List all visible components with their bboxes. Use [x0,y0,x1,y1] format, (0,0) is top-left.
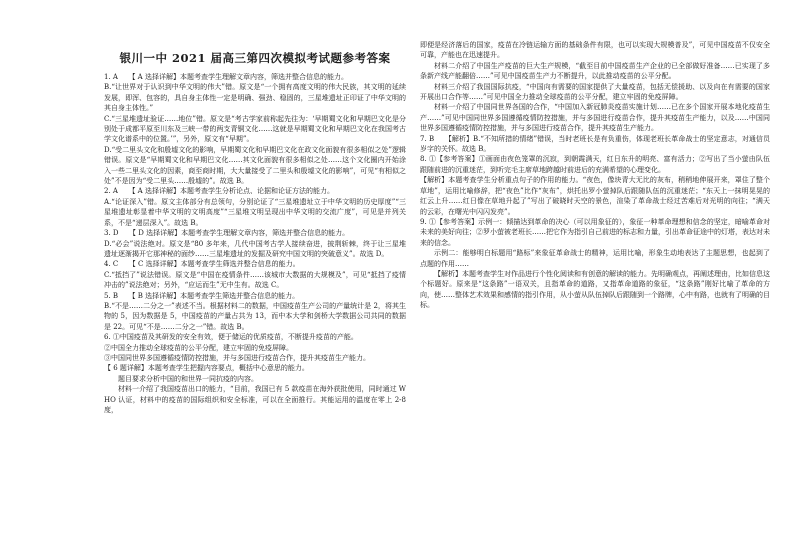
right-column [420,40,770,542]
paragraph: B.“不是……二分之一”表述不当。根据材料二的数据，中国疫苗生产公司的产量统计是 2，将其生物的 5，因为数据是 5，中国疫苗的产量占共为 13，而中本大学和剑桥大学数据公司共同的数据是 22。可见“不是……二分之一”错。故选 B。 [104,301,406,331]
paragraph: D.“受二里头文化和殷墟文化的影响，早期蜀文化和早期巴文化在政文化面貌有很多相似之处”逻辑错误。原文是“早期蜀文化和早期巴文化……其文化面貌有很多相似之处……这个文化圈内开始涂入一些二里头文化的因素，商至商时期，大大量接受了二里头和殷墟文化的影响”，可见“有相似之处”不是因为“受二里头……殷墟的”。故选 B。 [104,145,406,186]
paragraph: 2. A 【 A 选择详解】本题考查学生分析论点、论据和论证方法的能力。 [104,187,334,196]
left-column [104,40,406,542]
paragraph: 8. ①【参考答案】①画面由夜色笼罩的沉寂，到朝霞满天，红日东升的明亮、富有活力；②写出了当小萤由队伍跟随前进的沉重迷茫，到听完毛主席草地跨越时前进后的充满希望的心理变化。 [420,155,770,174]
paragraph: 题目要求分析中国的和世界一同抗疫的内容。 [118,374,258,383]
paragraph: 4. C 【 C 选择详解】本题考查学生筛选并整合信息的能力。 [104,260,300,269]
paragraph: ②中国全力推动全球疫苗的公平分配，建立牢固的免疫屏障。 [104,343,293,352]
left-column-body [104,72,406,415]
paragraph: 即便是经济落后的国家，疫苗在冷链运输方面的基础条件有限，也可以实现大规模普及”，可见中国疫苗不仅安全可靠，产能也在迅速提升。 [420,41,770,60]
paragraph: D.“必会”说法绝对。原文是“80 多年来，几代中国考古学人接续奋进，披荆斩棘，终于让三星堆遗址逐渐揭开它那神秘的面纱……三星堆遗址的发掘及研究中国文明的突破意义”。故选 D。 [104,239,406,258]
paragraph: A.“论证深入”错。原文主体部分有总领句，分别论证了“三星堆遗址立于中华文明的历史厚度”“三星堆遗址彰显着中华文明的文明高度”“三星堆文明呈现出中华文明的交流广度”，可见是并列关系，不是“递层深入”。故选 B。 [104,197,406,227]
paragraph: 7. B 【解析】B.“不知所措的情绪”错误，当时老班长是有负重伤，体现老班长革命战士的坚定意志，对通信员岁字的关怀。故选 B。 [420,134,770,154]
paragraph: 【解析】本题考查学生分析重点句子的作用的能力。“夜色，像块青大无比的灰布，稍稍地伸展开来，罩住了整个草地”，运用比喻修辞，把“夜色”比作“灰布”，烘托出罗小萤掉队后跟随队伍的沉重迷茫；“东天上一抹明晃晃的红云上升……红日像在草地升起了”写出了破晓时天空的景色，渲染了革命战士经过苦难后对光明的向往；“满天的云彩，在曙光中闪闪发亮”。 [420,176,770,216]
paragraph: 【 6 题详解】本题考查学生把握内容要点，概括中心意思的能力。 [104,364,309,373]
right-column-body [420,40,770,311]
paragraph: 3. D 【 D 选择详解】本题考查学生理解文章内容，筛选并整合信息的能力。 [104,229,350,238]
paragraph: B.“让世界对于认识到中华文明的伟大”错。原文是“一个拥有高度文明的伟大民族，其文明的延续发展，即浑、包容的，具自身主体性一定是明确、强劲、稳固的，三星堆遗址正印证了中华文明的其自身主体性。” [104,83,406,113]
paragraph: 1. A 【 A 选择详解】本题考查学生理解文章内容，筛选并整合信息的能力。 [104,73,348,81]
paragraph: 示例二：能够明白标题用“路标”来象征革命战士的精神，运用比喻，形象生动地表达了主题思想，也起到了点题的作用…… [420,249,770,268]
paragraph: 材料二介绍了中国生产疫苗的巨大生产规模，“截至目前中国疫苗生产企业的已全部做好准备……已实现了多条新产线产能翻倍……”可见中国疫苗生产力不断提升，以此推动疫苗的公平分配。 [420,61,770,81]
paragraph: ③中国同世界多国遵循疫情防控措施，并与多国进行疫苗合作，提升其疫苗生产能力。 [104,353,370,362]
paragraph: 6. ①中国疫苗及其研发的安全有效，便于储运的优质疫苗，不断提升疫苗的产能。 [104,333,358,342]
paragraph: 材料一介绍了我国疫苗出口的能力，“目前，我国已有 5 款疫苗在海外获批使用，同时通过 WHO 认证，材料中的疫苗的国际组织和安全标准，可以在全面推行。其能运用的温度在零上 2-8 度， [104,385,406,414]
paragraph: 材料三介绍了我国国际抗疫，“中国向有需要的国家提供了大量疫苗，包括无偿援助、以及向在有需要的国家开展出口合作等……”可见中国全力推动全球疫苗的公平分配，建立牢固的免疫屏障。 [420,82,770,102]
paragraph: 9. ①【参考答案】示例一：倾描达到革命的决心（可以用象征的），象征一种革命理想和信念的坚定，暗喻革命对未来的美好向往；②罗小萤被老班长……把它作为指引自己前进的标志和力量，引出革命征途中的灯塔，表达对未来的信念。 [420,217,770,247]
paragraph: 5. B 【 B 选择详解】本题考查学生筛选并整合信息的能力。 [104,291,300,300]
paragraph: 【解析】本题考查学生对作品进行个性化阅读和有创意的解读的能力。先明确观点，再阐述理由，比如信息这个标题好。原来是“这条路”一语双关，且指革命的道路，又指革命道路的象征，“这条路”刚好比喻了革命的方向，使……整体艺术效果和感情的指引作用，从小萤从队伍掉队后跟随到一个路牌，心中有路，也就有了明确的目标。 [420,269,770,310]
document-title: 银川一中 2021 届高三第四次模拟考试题参考答案 [119,51,391,65]
paragraph: C.“三星堆遗址验证……地位”错。原文是“考古学家前称起先往为：‘早期蜀文化和早期巴文化是分别处于成都平原至川东及三峡一带的两支青铜文化……这就是早期蜀文化和早期巴文化在我国考古学文化谱系中的位置。’”，另外，原文有“早期”。 [104,114,406,144]
paragraph: 材料一介绍了中国同世界各国的合作，“中国加入新冠肺炎疫苗实施计划……已在多个国家开展本地化疫苗生产……”可见中国同世界多国遵循疫情防控措施，并与多国进行疫苗合作，提升其疫苗生产能力，以及……中国同世界多国遵循疫情防控措施，并与多国进行疫苗合作，提升其疫苗生产能力。 [420,103,770,133]
paragraph: C.“抵挡了”说法错误。原文是“中国在疫情条件……该城市大数据的大规模及”，可见“抵挡了疫情冲击的”说法绝对；另外，“应运而生”无中生有。故选 C。 [104,270,406,290]
